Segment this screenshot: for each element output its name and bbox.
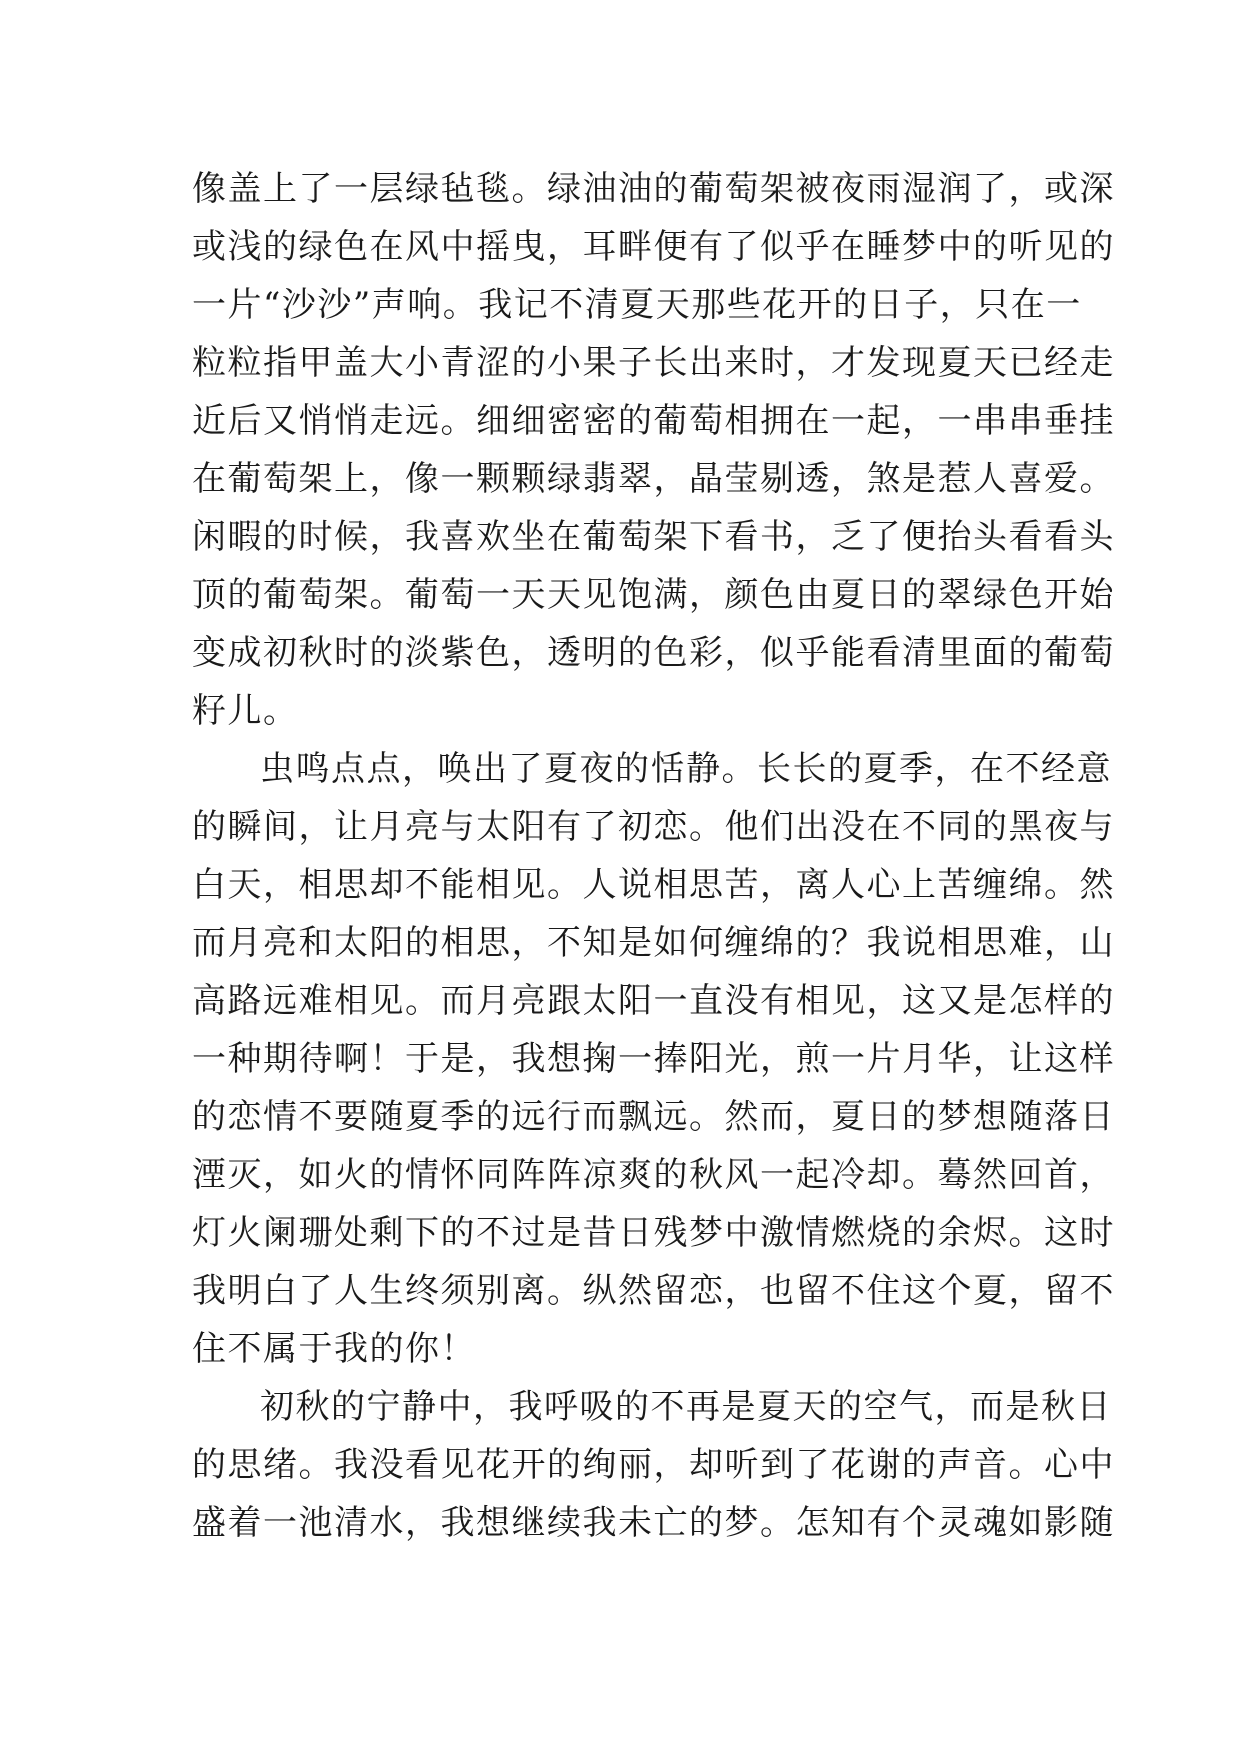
text-line: 像盖上了一层绿毡毯。绿油油的葡萄架被夜雨湿润了，或深 [192, 169, 1115, 209]
text-line: 近后又悄悄走远。细细密密的葡萄相拥在一起，一串串垂挂 [192, 401, 1115, 441]
text-line: 我明白了人生终须别离。纵然留恋，也留不住这个夏，留不 [192, 1271, 1115, 1311]
text-line: 一片“沙沙”声响。我记不清夏天那些花开的日子，只在一 [192, 285, 1082, 325]
text-line: 顶的葡萄架。葡萄一天天见饱满，颜色由夏日的翠绿色开始 [192, 575, 1115, 615]
text-line: 变成初秋时的淡紫色，透明的色彩，似乎能看清里面的葡萄 [192, 633, 1115, 673]
text-line: 白天，相思却不能相见。人说相思苦，离人心上苦缠绵。然 [192, 865, 1115, 905]
text-line: 的恋情不要随夏季的远行而飘远。然而，夏日的梦想随落日 [192, 1097, 1115, 1137]
paragraph-start-line: 初秋的宁静中，我呼吸的不再是夏天的空气，而是秋日 [260, 1387, 1112, 1427]
text-line: 而月亮和太阳的相思，不知是如何缠绵的？我说相思难，山 [192, 923, 1115, 963]
text-line: 盛着一池清水，我想继续我未亡的梦。怎知有个灵魂如影随 [192, 1503, 1115, 1543]
text-line: 粒粒指甲盖大小青涩的小果子长出来时，才发现夏天已经走 [192, 343, 1115, 383]
text-line: 籽儿。 [192, 691, 299, 731]
text-line: 闲暇的时候，我喜欢坐在葡萄架下看书，乏了便抬头看看头 [192, 517, 1115, 557]
text-line: 的思绪。我没看见花开的绚丽，却听到了花谢的声音。心中 [192, 1445, 1115, 1485]
text-line: 灯火阑珊处剩下的不过是昔日残梦中激情燃烧的余烬。这时 [192, 1213, 1115, 1253]
text-line: 住不属于我的你！ [192, 1329, 476, 1369]
text-line: 在葡萄架上，像一颗颗绿翡翠，晶莹剔透，煞是惹人喜爱。 [192, 459, 1115, 499]
text-line: 或浅的绿色在风中摇曳，耳畔便有了似乎在睡梦中的听见的 [192, 227, 1115, 267]
body-text [192, 160, 1115, 1552]
paragraph-start-line: 虫鸣点点，唤出了夏夜的恬静。长长的夏季，在不经意 [260, 749, 1112, 789]
text-line: 高路远难相见。而月亮跟太阳一直没有相见，这又是怎样的 [192, 981, 1115, 1021]
text-line: 的瞬间，让月亮与太阳有了初恋。他们出没在不同的黑夜与 [192, 807, 1115, 847]
text-line: 一种期待啊！于是，我想掬一捧阳光，煎一片月华，让这样 [192, 1039, 1115, 1079]
text-line: 湮灭，如火的情怀同阵阵凉爽的秋风一起冷却。蓦然回首， [192, 1155, 1115, 1195]
